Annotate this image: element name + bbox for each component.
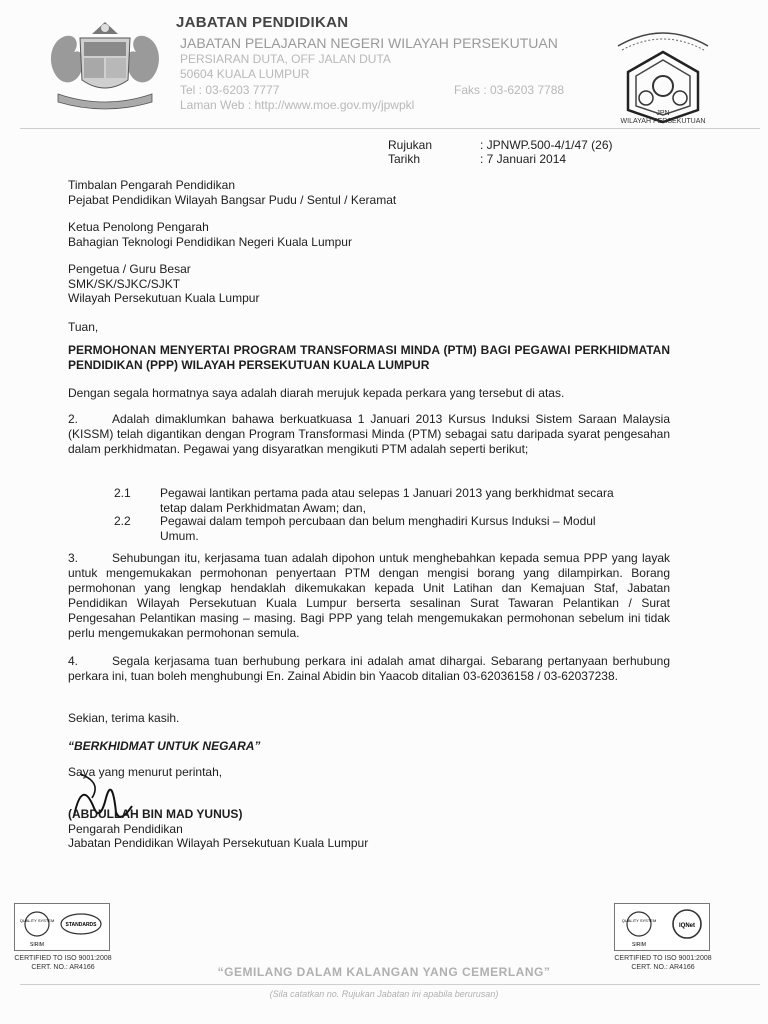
footer-motto: “GEMILANG DALAM KALANGAN YANG CEMERLANG” <box>217 965 551 979</box>
item-2-1-number: 2.1 <box>114 486 131 500</box>
recipient-3-line-1: Pengetua / Guru Besar <box>68 262 191 276</box>
paragraph-3-text: Sehubungan itu, kerjasama tuan adalah dipohon untuk menghebahkan kepada semua PPP yang layak untuk mengemukakan permohonan penyertaan PTM dengan mengisi borang yang dilampirkan. Borang permohonan yang lengkap hendaklah dikemukakan kepada Unit Latihan dan Kemajuan Staf, Jabatan Pendidikan Wilayah Persekutuan Kuala Lumpur berserta sesalinan Surat Tawaran Pelantikan / Surat Pengesahan Pelantikan masing – masing. Bagi PPP yang telah mengemukakan permohonan sebelum ini tidak perlu mengemukakan permohonan semula. <box>68 551 670 640</box>
recipient-3-line-3: Wilayah Persekutuan Kuala Lumpur <box>68 291 260 305</box>
recipient-2-line-1: Ketua Penolong Pengarah <box>68 220 209 234</box>
badge-left-standards: STANDARDS <box>65 922 97 928</box>
rujukan-label: Rujukan <box>388 138 433 152</box>
badge-left-sirim: SIRIM <box>30 942 44 948</box>
letterhead-title: JABATAN PENDIDIKAN <box>176 14 349 31</box>
badge-right-quality: QUALITY SYSTEM <box>621 918 657 923</box>
salutation: Tuan, <box>68 320 99 334</box>
recipient-1-line-1: Timbalan Pengarah Pendidikan <box>68 178 235 192</box>
tarikh-label: Tarikh <box>388 152 421 166</box>
recipient-2-line-2: Bahagian Teknologi Pendidikan Negeri Kuala Lumpur <box>68 235 352 249</box>
footer-note: (Sila catatkan no. Rujukan Jabatan ini apabila berurusan) <box>269 989 499 999</box>
signatory-department: Jabatan Pendidikan Wilayah Persekutuan Kuala Lumpur <box>68 836 369 850</box>
item-2-2-text: Pegawai dalam tempoh percubaan dan belum menghadiri Kursus Induksi – Modul Umum. <box>160 514 596 543</box>
sirim-standards-icon <box>15 904 111 952</box>
subject-heading: PERMOHONAN MENYERTAI PROGRAM TRANSFORMASI MINDA (PTM) BAGI PEGAWAI PERKHIDMATAN PENDIDIKAN (PPP) WILAYAH PERSEKUTUAN KUALA LUMPUR <box>68 343 670 372</box>
letterhead-web: Laman Web : http://www.moe.gov.my/jpwpkl <box>180 98 415 112</box>
cert-right-line-2: CERT. NO.: AR4166 <box>631 964 695 971</box>
badge-left-quality: QUALITY SYSTEM <box>19 918 55 923</box>
letterhead-fax: Faks : 03-6203 7788 <box>454 83 565 97</box>
certification-badge-right <box>614 903 710 951</box>
recipient-3-line-2: SMK/SK/SJKC/SJKT <box>68 277 181 291</box>
paragraph-3 <box>68 551 670 641</box>
jpn-logo-caption-2: WILAYAH PERSEKUTUAN <box>620 118 706 125</box>
sirim-iqnet-icon <box>615 904 711 952</box>
cert-left-line-2: CERT. NO.: AR4166 <box>31 964 95 971</box>
coat-of-arms-logo <box>40 18 170 110</box>
certification-badge-left <box>14 903 110 951</box>
badge-right-sirim: SIRIM <box>632 942 646 948</box>
jpn-logo-caption-1: JPN <box>656 110 670 117</box>
paragraph-4-text: Segala kerjasama tuan berhubung perkara ini adalah amat dihargai. Sebarang pertanyaan berhubung perkara ini, tuan boleh menghubungi En. Zainal Abidin bin Yaacob ditalian 03-62036158 / 03-62037238. <box>68 654 670 683</box>
letterhead-address-2: 50604 KUALA LUMPUR <box>180 67 310 81</box>
recipient-1-line-2: Pejabat Pendidikan Wilayah Bangsar Pudu / Sentul / Keramat <box>68 193 397 207</box>
letterhead-subtitle: JABATAN PELAJARAN NEGERI WILAYAH PERSEKUTUAN <box>180 35 558 51</box>
cert-left-line-1: CERTIFIED TO ISO 9001:2008 <box>14 955 112 962</box>
paragraph-2 <box>68 412 670 457</box>
header-divider <box>20 128 760 129</box>
paragraph-2-text: Adalah dimaklumkan bahawa berkuatkuasa 1 Januari 2013 Kursus Induksi Sistem Saraan Malaysia (KISSM) telah digantikan dengan Program Transformasi Minda (PTM) sebagai satu daripada syarat pengesahan dalam perkhidmatan. Pegawai yang disyaratkan mengikuti PTM adalah seperti berikut; <box>68 412 670 456</box>
jpn-logo-caption <box>608 110 718 126</box>
cert-right-line-1: CERTIFIED TO ISO 9001:2008 <box>614 955 712 962</box>
paragraph-4 <box>68 654 670 684</box>
letter-motto: “BERKHIDMAT UNTUK NEGARA” <box>68 739 261 753</box>
opening-paragraph: Dengan segala hormatnya saya adalah diarah merujuk kepada perkara yang tersebut di atas. <box>68 386 565 400</box>
signatory-name: (ABDULLAH BIN MAD YUNUS) <box>68 807 243 821</box>
item-2-2-number: 2.2 <box>114 514 131 528</box>
signoff: Saya yang menurut perintah, <box>68 765 223 779</box>
badge-right-iqnet: IQNet <box>678 923 696 929</box>
rujukan-value: : JPNWP.500-4/1/47 (26) <box>480 138 613 152</box>
signatory-title: Pengarah Pendidikan <box>68 822 183 836</box>
paragraph-4-number: 4. <box>68 654 79 668</box>
closing: Sekian, terima kasih. <box>68 711 180 725</box>
letterhead-tel: Tel : 03-6203 7777 <box>180 83 280 97</box>
tarikh-value: : 7 Januari 2014 <box>480 152 567 166</box>
paragraph-3-number: 3. <box>68 551 79 565</box>
letterhead-address-1: PERSIARAN DUTA, OFF JALAN DUTA <box>180 52 391 66</box>
paragraph-2-number: 2. <box>68 412 79 426</box>
footer-divider <box>20 984 760 985</box>
item-2-1-text: Pegawai lantikan pertama pada atau selepas 1 Januari 2013 yang berkhidmat secara tetap dalam Perkhidmatan Awam; dan, <box>160 486 614 515</box>
